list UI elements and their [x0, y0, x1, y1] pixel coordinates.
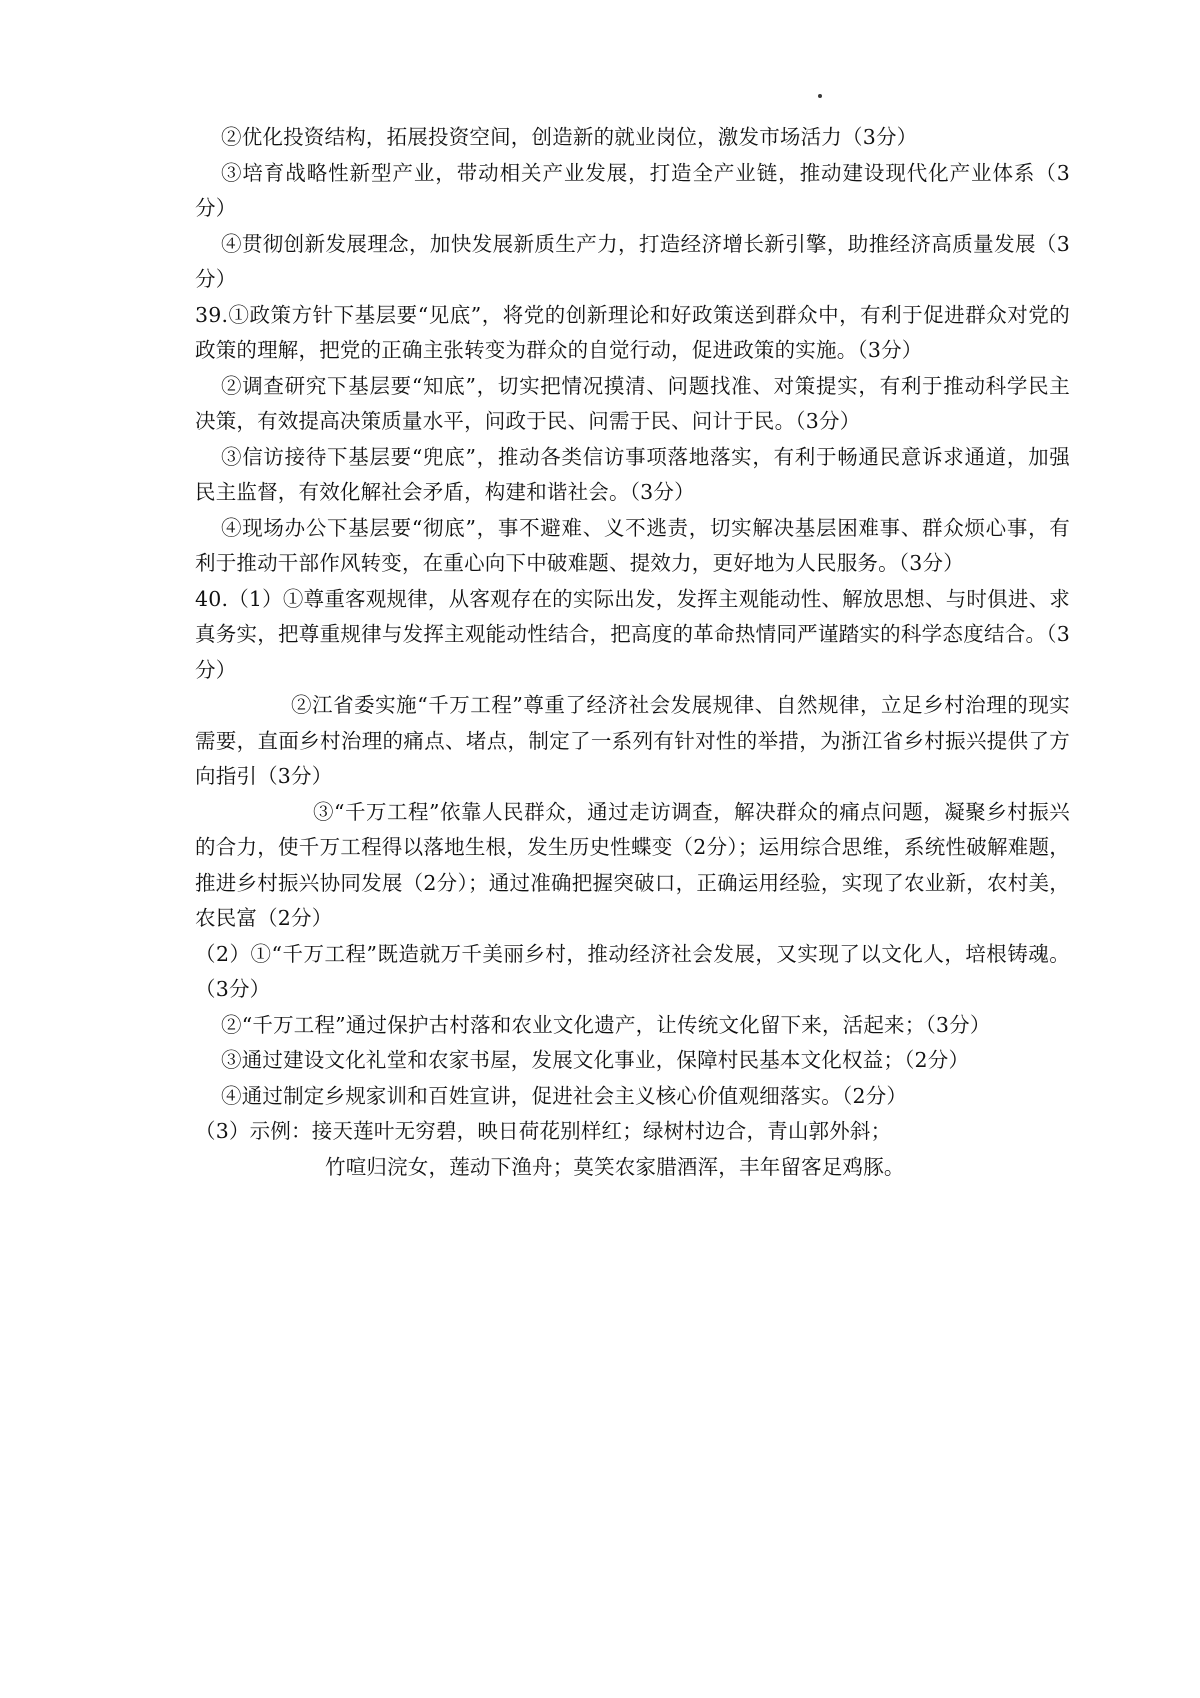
answer-paragraph: （3）示例：接天莲叶无穷碧，映日荷花别样红；绿树村边合，青山郭外斜；: [195, 1119, 892, 1143]
answer-paragraph: ④贯彻创新发展理念，加快发展新质生产力，打造经济增长新引擎，助推经济高质量发展（3分）: [195, 231, 1070, 291]
answer-paragraph: ③信访接待下基层要“兜底”，推动各类信访事项落地落实，有利于畅通民意诉求通道，加强民主监督，有效化解社会矛盾，构建和谐社会。（3分）: [195, 444, 1070, 504]
answer-paragraph: ④现场办公下基层要“彻底”，事不避难、义不逃责，切实解决基层困难事、群众烦心事，有利于推动干部作风转变，在重心向下中破难题、提效力，更好地为人民服务。（3分）: [195, 515, 1070, 575]
answer-paragraph: ③“千万工程”依靠人民群众，通过走访调查，解决群众的痛点问题，凝聚乡村振兴的合力，使千万工程得以落地生根，发生历史性蝶变（2分）；运用综合思维，系统性破解难题，推进乡村振兴协同发展（2分）；通过准确把握突破口，正确运用经验，实现了农业新，农村美，农民富（2分）: [195, 799, 1070, 930]
answer-paragraph: ②调查研究下基层要“知底”，切实把情况摸清、问题找准、对策提实，有利于推动科学民主决策，有效提高决策质量水平，问政于民、问需于民、问计于民。（3分）: [195, 373, 1070, 433]
answer-paragraph: ②“千万工程”通过保护古村落和农业文化遗产，让传统文化留下来，活起来；（3分）: [221, 1012, 991, 1037]
answer-paragraph: ②优化投资结构，拓展投资空间，创造新的就业岗位，激发市场活力（3分）: [221, 125, 918, 149]
answer-paragraph: （2）①“千万工程”既造就万千美丽乡村，推动经济社会发展，又实现了以文化人，培根铸魂。（3分）: [195, 941, 1070, 1001]
answer-paragraph: ②江省委实施“千万工程”尊重了经济社会发展规律、自然规律，立足乡村治理的现实需要，直面乡村治理的痛点、堵点，制定了一系列有针对性的举措，为浙江省乡村振兴提供了方向指引（3分）: [195, 693, 1070, 788]
answer-paragraph: ③培育战略性新型产业，带动相关产业发展，打造全产业链，推动建设现代化产业体系（3分）: [195, 160, 1070, 220]
answer-paragraph-poem: 竹喧归浣女，莲动下渔舟；莫笑农家腊酒浑，丰年留客足鸡豚。: [325, 1154, 905, 1179]
answer-paragraph: ④通过制定乡规家训和百姓宣讲，促进社会主义核心价值观细落实。（2分）: [221, 1083, 908, 1108]
answer-paragraph: ③通过建设文化礼堂和农家书屋，发展文化事业，保障村民基本文化权益；（2分）: [221, 1048, 970, 1072]
answer-paragraph-q40: 40.（1）①尊重客观规律，从客观存在的实际出发，发挥主观能动性、解放思想、与时俱进、求真务实，把尊重规律与发挥主观能动性结合，把高度的革命热情同严谨踏实的科学态度结合。（3分）: [195, 586, 1070, 682]
answer-paragraph-q39: 39.①政策方针下基层要“见底”，将党的创新理论和好政策送到群众中，有利于促进群众对党的政策的理解，把党的正确主张转变为群众的自觉行动，促进政策的实施。（3分）: [195, 302, 1070, 362]
page-dot-mark: [818, 94, 822, 98]
